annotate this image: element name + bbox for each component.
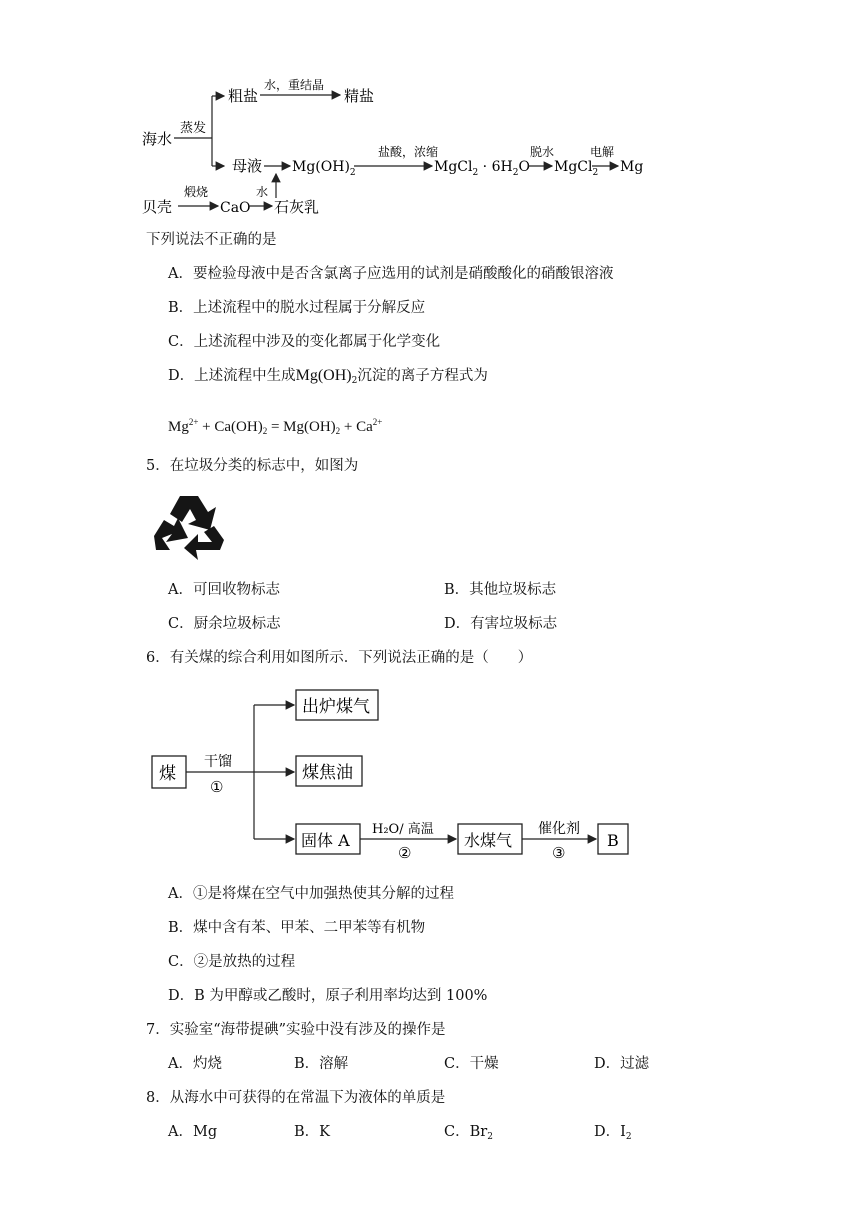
q6-option-c: C．②是放热的过程 — [168, 954, 296, 970]
furnace-gas-box: 出炉煤气 — [302, 697, 370, 717]
q4-stem: 下列说法不正确的是 — [146, 232, 277, 248]
q4-option-d: D．上述流程中生成$Mg(OH)_2$沉淀的离子方程式为 — [168, 367, 488, 386]
q7-option-a: A．灼烧 — [168, 1056, 222, 1072]
coal-box: 煤 — [159, 764, 176, 784]
mgcl2-label: MgCl$_2$ — [554, 159, 599, 178]
seawater-label: 海水 — [142, 130, 173, 148]
step2-label: ② — [398, 844, 412, 862]
q7-stem: 7．实验室“海带提碘”实验中没有涉及的操作是 — [146, 1022, 446, 1038]
q5-stem: 5．在垃圾分类的标志中，如图为 — [146, 458, 359, 474]
q8-option-d: D．$I_2$ — [594, 1124, 632, 1142]
hcl-label: 盐酸，浓缩 — [378, 145, 439, 159]
seawater-flow-diagram — [140, 74, 660, 220]
q5-option-c: C．厨余垃圾标志 — [168, 616, 281, 632]
mgoh2-label: $Mg(OH)_2$ — [292, 159, 356, 178]
q4-option-c: C．上述流程中涉及的变化都属于化学变化 — [168, 334, 441, 350]
q5-option-d: D．有害垃圾标志 — [444, 616, 558, 632]
q6-option-b: B．煤中含有苯、甲苯、二甲苯等有机物 — [168, 920, 426, 936]
q6-option-a: A．①是将煤在空气中加强热使其分解的过程 — [168, 886, 454, 902]
q7-option-d: D．过滤 — [594, 1056, 650, 1072]
q8-option-a: A．Mg — [168, 1124, 218, 1140]
q5-option-a: A．可回收物标志 — [168, 582, 280, 598]
step3-label: ③ — [552, 844, 566, 862]
coal-tar-box: 煤焦油 — [302, 763, 353, 783]
recrystallize-label: 水，重结晶 — [264, 78, 325, 92]
catalyst-label: 催化剂 — [538, 821, 580, 837]
step1-label: ① — [210, 778, 224, 796]
q8-option-c: C．$Br_2$ — [444, 1124, 493, 1142]
q5-option-b: B．其他垃圾标志 — [444, 582, 557, 598]
q8-stem: 8．从海水中可获得的在常温下为液体的单质是 — [146, 1090, 446, 1106]
b-box: B — [607, 831, 619, 850]
mother-liquor-label: 母液 — [232, 157, 263, 175]
water-gas-box: 水煤气 — [464, 831, 513, 850]
q4-equation: $Mg^{2+} + Ca(OH)_2 = Mg(OH)_2 + Ca^{2+}$ — [168, 417, 383, 436]
h2o-high-temp-label: H₂O/ 高温 — [372, 822, 434, 837]
solid-a-box: 固体 A — [301, 831, 350, 850]
refined-salt-label: 精盐 — [344, 87, 375, 105]
electrolysis-label: 电解 — [590, 145, 615, 159]
shell-label: 贝壳 — [142, 198, 173, 216]
crude-salt-label: 粗盐 — [228, 87, 259, 105]
q7-option-c: C．干燥 — [444, 1056, 499, 1072]
q6-option-d: D．B 为甲醇或乙酸时，原子利用率均达到 100% — [168, 988, 488, 1004]
q7-option-b: B．溶解 — [294, 1056, 349, 1072]
q6-stem: 6．有关煤的综合利用如图所示．下列说法正确的是（ ） — [146, 650, 533, 666]
cao-label: CaO — [220, 200, 251, 216]
coal-utilization-diagram — [150, 688, 640, 868]
recycle-icon — [150, 492, 228, 564]
mgcl2-hydrate-label: MgCl$_2$ · $6H_2O$ — [434, 159, 530, 178]
q8-option-b: B．K — [294, 1124, 330, 1140]
limewater-label: 石灰乳 — [274, 198, 320, 216]
water-label: 水 — [256, 185, 269, 199]
dry-distill-label: 干馏 — [204, 754, 232, 770]
q4-option-b: B．上述流程中的脱水过程属于分解反应 — [168, 300, 426, 316]
evaporate-label: 蒸发 — [180, 121, 207, 136]
dehydrate-label: 脱水 — [530, 145, 555, 159]
q4-option-a: A．要检验母液中是否含氯离子应选用的试剂是硝酸酸化的硝酸银溶液 — [168, 266, 614, 282]
calcine-label: 煅烧 — [184, 185, 209, 199]
mg-label: Mg — [620, 159, 644, 175]
